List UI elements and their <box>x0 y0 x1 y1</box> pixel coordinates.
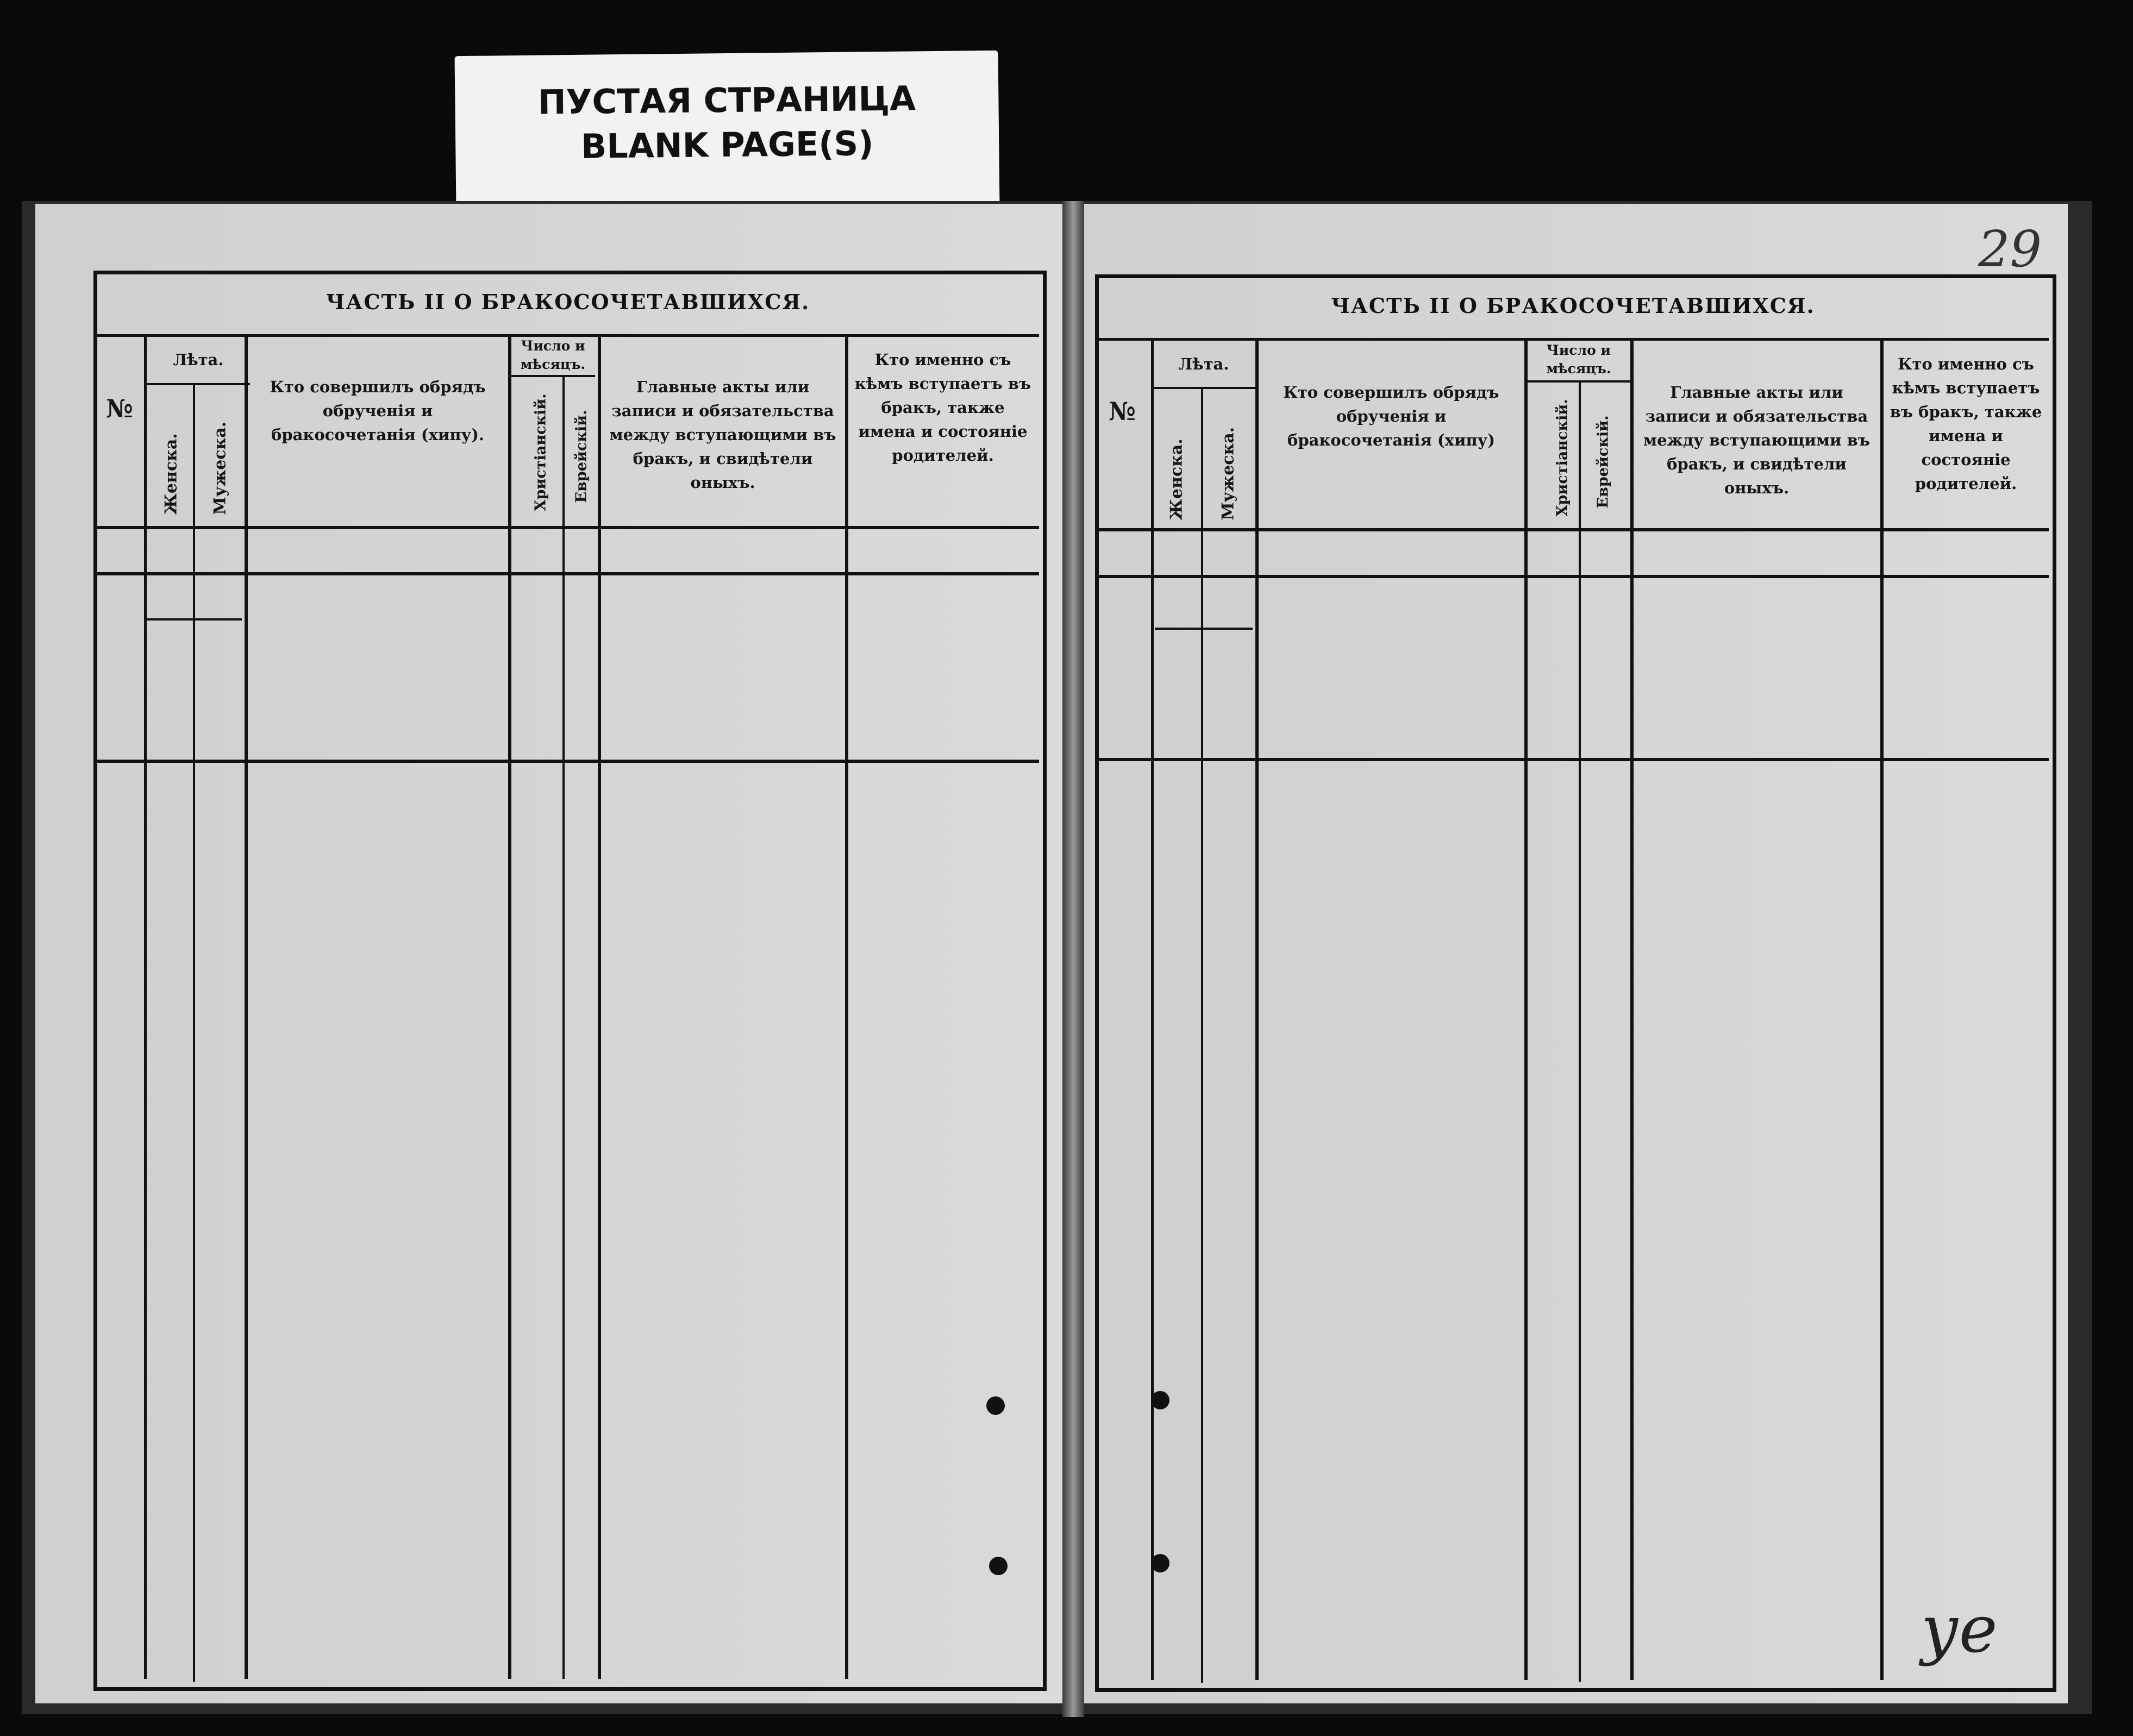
right-col-line-2 <box>1201 387 1203 1683</box>
left-binding-hole-1 <box>986 1396 1005 1415</box>
left-date-divider <box>508 375 595 377</box>
left-col-line-4 <box>508 337 511 1679</box>
right-male-header: Мужеска. <box>1218 427 1238 521</box>
blank-page-label-en: BLANK PAGE(S) <box>580 123 874 166</box>
right-date-header: Число и мѣсяцъ. <box>1546 342 1611 377</box>
left-officiant-header: Кто совершилъ обрядъ обрученія и бракосочетанія (хипу). <box>270 378 486 444</box>
page-number: 29 <box>1978 220 2042 278</box>
right-jewish-header: Еврейскій. <box>1594 415 1612 509</box>
left-col-line-6 <box>598 337 601 1679</box>
left-header-bottom-line <box>97 526 1039 529</box>
right-acts-header: Главные акты или записи и обязательства между вступающими въ бракъ, и свидѣтели оныхъ. <box>1643 383 1871 497</box>
left-binding-hole-2 <box>989 1557 1008 1575</box>
right-parties-header: Кто именно съ кѣмъ вступаетъ въ бракъ, также имена и состояніе родителей. <box>1890 355 2042 493</box>
left-subheader-line <box>97 572 1039 575</box>
left-col-line-7 <box>845 337 848 1679</box>
right-header-top-line <box>1099 338 2049 341</box>
right-years-divider <box>1152 387 1255 389</box>
left-number-header: № <box>106 394 133 423</box>
left-jewish-header: Еврейскій. <box>573 410 590 503</box>
left-acts-header: Главные акты или записи и обязательства между вступающими въ бракъ, и свидѣтели оныхъ. <box>609 378 836 492</box>
right-binding-hole-2 <box>1151 1554 1169 1572</box>
left-col-line-5 <box>562 375 565 1679</box>
right-subheader-line <box>1099 575 2049 578</box>
left-female-header: Женска. <box>161 433 181 515</box>
right-years-header: Лѣта. <box>1178 355 1229 373</box>
left-page-title: ЧАСТЬ II О БРАКОСОЧЕТАВШИХСЯ. <box>326 290 810 314</box>
left-col-line-3 <box>245 337 248 1679</box>
right-christian-header: Христіанскій. <box>1554 399 1571 517</box>
right-col-line-5 <box>1579 380 1581 1682</box>
right-col-line-3 <box>1255 341 1259 1680</box>
book-gutter <box>1062 201 1084 1717</box>
left-christian-header: Христіанскій. <box>532 393 549 511</box>
blank-page-label-ru: ПУСТАЯ СТРАНИЦА <box>537 78 916 122</box>
right-col-line-6 <box>1630 341 1634 1680</box>
left-col-line-1 <box>144 337 147 1679</box>
right-col-line-7 <box>1880 341 1884 1680</box>
right-first-row-line <box>1099 758 2049 761</box>
handwritten-signature: уе <box>1921 1592 1998 1668</box>
left-years-divider <box>147 383 250 385</box>
right-officiant-header: Кто совершилъ обрядъ обрученія и бракосочетанія (хипу) <box>1283 383 1499 449</box>
left-date-header: Число и мѣсяцъ. <box>520 338 586 372</box>
right-female-header: Женска. <box>1167 438 1186 521</box>
left-parties-header: Кто именно съ кѣмъ вступаетъ въ бракъ, также имена и состояніе родителей. <box>854 350 1031 465</box>
left-col-line-2 <box>193 383 195 1682</box>
right-page-title: ЧАСТЬ II О БРАКОСОЧЕТАВШИХСЯ. <box>1331 293 1815 318</box>
right-col-line-4 <box>1524 341 1528 1680</box>
left-years-header: Лѣта. <box>173 350 224 369</box>
blank-page-label <box>455 51 1000 211</box>
right-binding-hole-1 <box>1151 1391 1169 1409</box>
right-row-years-divider <box>1155 628 1253 630</box>
right-col-line-1 <box>1151 341 1154 1680</box>
left-male-header: Мужеска. <box>210 421 230 515</box>
left-first-row-line <box>97 760 1039 763</box>
left-table-border <box>93 271 1047 1691</box>
right-header-bottom-line <box>1099 528 2049 531</box>
right-number-header: № <box>1109 397 1136 426</box>
